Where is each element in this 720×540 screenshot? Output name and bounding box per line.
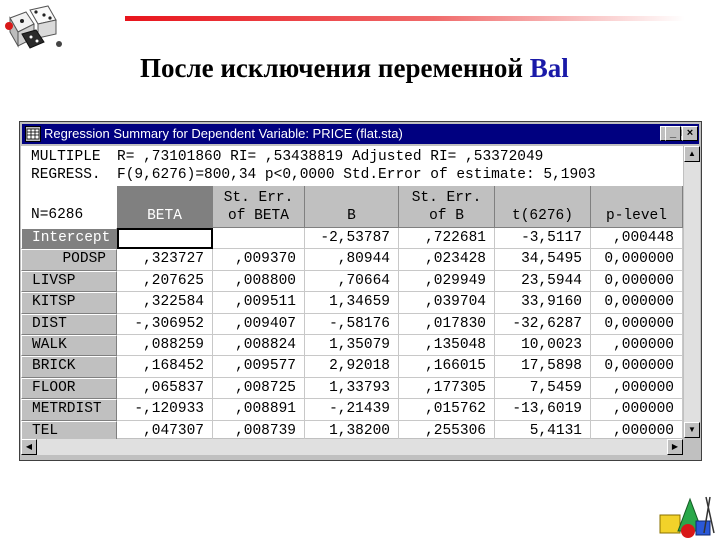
table-cell[interactable]: -,58176 [305,314,399,335]
table-cell[interactable]: ,255306 [399,421,495,442]
row-label[interactable]: TEL [21,421,117,442]
row-label[interactable]: WALK [21,335,117,356]
table-cell[interactable]: ,017830 [399,314,495,335]
table-cell[interactable]: 0,000000 [591,356,683,377]
table-cell[interactable]: 1,38200 [305,421,399,442]
row-label[interactable]: Intercept [21,228,117,249]
vertical-scrollbar[interactable] [684,146,700,438]
row-label[interactable]: FLOOR [21,378,117,399]
table-cell[interactable] [117,228,213,249]
slide-title [140,53,569,84]
table-cell[interactable]: ,008891 [213,399,305,420]
summary-label-line2: REGRESS. [31,167,101,183]
row-label[interactable]: LIVSP [21,271,117,292]
table-cell[interactable]: 23,5944 [495,271,591,292]
column-header[interactable]: BETA [117,186,213,228]
accent-line [125,16,685,21]
table-cell[interactable]: ,135048 [399,335,495,356]
table-cell[interactable]: ,015762 [399,399,495,420]
table-cell[interactable]: ,722681 [399,228,495,249]
table-cell[interactable]: ,168452 [117,356,213,377]
table-cell[interactable] [213,228,305,249]
table-cell[interactable]: ,039704 [399,292,495,313]
table-cell[interactable]: ,009577 [213,356,305,377]
table-cell[interactable]: 0,000000 [591,292,683,313]
n-label: N=6286 [21,186,117,228]
table-cell[interactable]: -,120933 [117,399,213,420]
summary-stats-line2: F(9,6276)=800,34 p<0,0000 Std.Error of estimate: 5,1903 [117,167,596,183]
slide-title-accent: Bal [529,53,569,83]
table-cell[interactable]: -3,5117 [495,228,591,249]
table-cell[interactable]: ,000448 [591,228,683,249]
table-cell[interactable]: ,009370 [213,249,305,270]
table-cell[interactable]: ,000000 [591,378,683,399]
table-cell[interactable]: ,009407 [213,314,305,335]
table-cell[interactable]: 2,92018 [305,356,399,377]
table-cell[interactable]: ,80944 [305,249,399,270]
table-cell[interactable]: ,023428 [399,249,495,270]
row-label[interactable]: PODSP [21,249,117,270]
table-cell[interactable]: ,008824 [213,335,305,356]
table-cell[interactable]: 1,34659 [305,292,399,313]
table-cell[interactable]: -13,6019 [495,399,591,420]
table-cell[interactable]: ,000000 [591,399,683,420]
table-cell[interactable]: 1,33793 [305,378,399,399]
horizontal-scrollbar[interactable] [21,439,683,455]
table-cell[interactable]: ,70664 [305,271,399,292]
summary-label-line1: MULTIPLE [31,149,101,165]
row-label[interactable]: METRDIST [21,399,117,420]
table-cell[interactable]: -,306952 [117,314,213,335]
table-cell[interactable]: ,065837 [117,378,213,399]
table-cell[interactable]: ,008739 [213,421,305,442]
table-cell[interactable]: ,207625 [117,271,213,292]
table-cell[interactable]: 33,9160 [495,292,591,313]
results-spreadsheet[interactable] [21,146,683,438]
table-cell[interactable]: 1,35079 [305,335,399,356]
row-label[interactable]: KITSP [21,292,117,313]
table-cell[interactable]: -2,53787 [305,228,399,249]
table-cell[interactable]: ,009511 [213,292,305,313]
table-cell[interactable]: ,000000 [591,421,683,442]
table-cell[interactable]: ,088259 [117,335,213,356]
table-cell[interactable]: -,21439 [305,399,399,420]
row-label[interactable]: BRICK [21,356,117,377]
column-header[interactable]: B [305,186,399,228]
table-cell[interactable]: ,323727 [117,249,213,270]
table-cell[interactable]: ,029949 [399,271,495,292]
table-cell[interactable]: ,000000 [591,335,683,356]
row-label[interactable]: DIST [21,314,117,335]
table-cell[interactable]: 0,000000 [591,314,683,335]
column-header[interactable]: p-level [591,186,683,228]
regression-window [19,121,702,461]
scroll-right-icon[interactable]: ▶ [667,439,683,455]
table-cell[interactable]: ,166015 [399,356,495,377]
summary-stats-line1: R= ,73101860 RI= ,53438819 Adjusted RI= ,53372049 [117,149,544,165]
table-cell[interactable]: -32,6287 [495,314,591,335]
table-cell[interactable]: 0,000000 [591,249,683,270]
table-cell[interactable]: 0,000000 [591,271,683,292]
scroll-down-icon[interactable]: ▼ [684,422,700,438]
table-cell[interactable]: ,177305 [399,378,495,399]
dice-icon [4,4,68,54]
window-title: Regression Summary for Dependent Variable: PRICE (flat.sta) [44,126,403,141]
table-cell[interactable]: ,322584 [117,292,213,313]
table-cell[interactable]: ,047307 [117,421,213,442]
table-cell[interactable]: 10,0023 [495,335,591,356]
close-icon[interactable]: × [682,126,698,141]
table-cell[interactable]: ,008725 [213,378,305,399]
window-titlebar[interactable] [22,124,699,144]
table-cell[interactable]: 17,5898 [495,356,591,377]
spreadsheet-icon[interactable] [25,126,41,142]
table-cell[interactable]: 5,4131 [495,421,591,442]
table-cell[interactable]: ,008800 [213,271,305,292]
column-header[interactable]: St. Err. of BETA [213,186,305,228]
table-cell[interactable]: 7,5459 [495,378,591,399]
geometry-shapes-icon [656,493,718,539]
scroll-up-icon[interactable]: ▲ [684,146,700,162]
slide-title-main: После исключения переменной [140,53,530,83]
column-header[interactable]: St. Err. of B [399,186,495,228]
table-cell[interactable]: 34,5495 [495,249,591,270]
scroll-left-icon[interactable]: ◀ [21,439,37,455]
minimize-button[interactable]: _ [665,126,681,141]
column-header[interactable]: t(6276) [495,186,591,228]
